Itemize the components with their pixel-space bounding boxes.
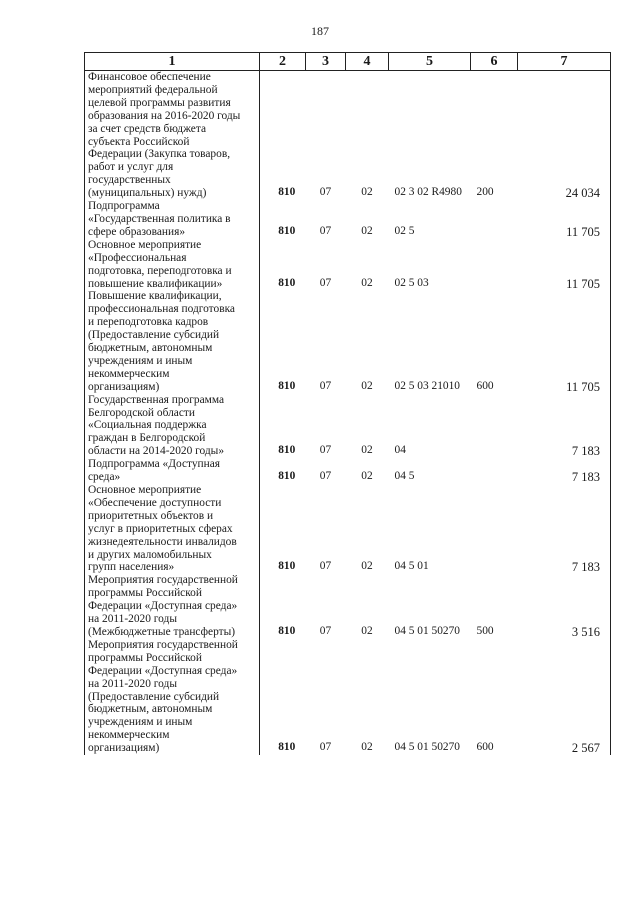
cell-subsection: 02 [361,470,373,483]
description-line: за счет средств бюджета [88,122,207,135]
description-line: (муниципальных) нужд) [88,187,207,200]
description-line: Основное мероприятие [88,238,202,251]
table-row [85,200,611,239]
cell-amount: 11 705 [518,290,611,393]
cell-target-article: 04 5 [394,470,415,483]
description-line: «Социальная поддержка [88,419,207,432]
header-row [85,53,611,71]
description-line: бюджетным, автономным [88,342,213,355]
row-description [85,458,260,484]
cell-expense-type [471,458,518,484]
description-line: «Обеспечение доступности [88,496,222,509]
cell-expense-type [471,394,518,459]
table-row [85,394,611,459]
page-number: 187 [311,24,329,38]
description-line: Финансовое обеспечение [88,71,211,83]
cell-expense-type: 500 [476,624,494,637]
description-line: Повышение квалификации, [88,290,222,303]
cell-ministry-code: 810 [278,186,296,199]
cell-subsection: 02 [361,560,373,573]
cell-section: 07 [319,741,332,754]
cell-target-article: 04 [394,444,406,457]
column-header: 3 [306,53,346,71]
cell-amount: 11 705 [518,200,611,239]
description-line: приоритетных объектов и [88,509,214,522]
description-line: субъекта Российской [88,135,190,148]
description-line: Мероприятия государственной [88,638,238,651]
description-line: Мероприятия государственной [88,574,238,587]
cell-ministry-code: 810 [278,741,296,754]
description-line: области на 2014-2020 годы» [88,445,225,458]
column-header: 2 [260,53,306,71]
cell-amount: 2 567 [518,639,611,755]
description-line: учреждениям и иным [88,716,193,729]
cell-amount: 3 516 [518,574,611,639]
row-description [85,239,260,291]
row-description [85,574,260,639]
cell-ministry-code: 810 [278,276,296,289]
table-row [85,239,611,291]
row-description [85,394,260,459]
cell-target-article: 02 5 03 21010 [394,379,460,392]
cell-ministry-code: 810 [278,379,296,392]
cell-subsection: 02 [361,224,373,237]
cell-ministry-code: 810 [278,560,296,573]
description-line: Государственная программа [88,393,225,406]
description-line: (Предоставление субсидий [88,690,220,703]
description-line: на 2011-2020 годы [88,677,177,690]
column-header: 5 [389,53,471,71]
row-description [85,639,260,755]
cell-ministry-code: 810 [278,224,296,237]
description-line: Федерации «Доступная среда» [88,664,238,677]
table-row [85,639,611,755]
row-description [85,71,260,201]
description-line: на 2011-2020 годы [88,613,177,626]
cell-section: 07 [319,624,332,637]
description-line: (Межбюджетные трансферты) [88,625,236,638]
description-line: программы Российской [88,651,202,664]
table-row [85,574,611,639]
row-description [85,200,260,239]
description-line: мероприятий федеральной [88,83,218,96]
description-line: организациям) [88,742,160,755]
cell-target-article: 04 5 01 [394,560,429,573]
description-line: Белгородской области [88,406,195,419]
description-line: «Профессиональная [88,251,187,264]
description-line: жизнедеятельности инвалидов [88,535,237,548]
table-row [85,484,611,574]
row-description [85,290,260,393]
description-line: бюджетным, автономным [88,703,213,716]
cell-target-article: 02 5 03 [394,276,429,289]
cell-section: 07 [319,444,332,457]
table-row [85,458,611,484]
cell-section: 07 [319,560,332,573]
cell-target-article: 04 5 01 50270 [394,741,460,754]
cell-expense-type: 600 [476,741,494,754]
description-line: (Предоставление субсидий [88,329,220,342]
description-line: некоммерческим [88,367,170,380]
cell-amount: 7 183 [518,484,611,574]
cell-section: 07 [319,186,332,199]
description-line: организациям) [88,380,160,393]
cell-subsection: 02 [361,276,373,289]
table-row [85,290,611,393]
cell-target-article: 02 3 02 R4980 [394,186,462,199]
description-line: «Государственная политика в [88,212,231,225]
description-line: и переподготовка кадров [88,316,209,329]
column-header: 4 [346,53,389,71]
cell-subsection: 02 [361,186,373,199]
cell-ministry-code: 810 [278,624,296,637]
column-header: 6 [471,53,518,71]
cell-amount: 7 183 [518,394,611,459]
cell-subsection: 02 [361,741,373,754]
cell-subsection: 02 [361,624,373,637]
cell-expense-type [471,200,518,239]
description-line: Федерации (Закупка товаров, [88,148,231,161]
cell-expense-type: 600 [476,379,494,392]
description-line: некоммерческим [88,729,170,742]
description-line: повышение квалификации» [88,277,223,290]
description-line: работ и услуг для [88,161,174,174]
cell-amount: 7 183 [518,458,611,484]
description-line: сфере образования» [88,225,186,238]
cell-target-article: 02 5 [394,224,415,237]
description-line: услуг в приоритетных сферах [88,522,233,535]
cell-target-article: 04 5 01 50270 [394,624,460,637]
description-line: Подпрограмма «Доступная [88,458,221,471]
cell-amount: 24 034 [518,71,611,201]
description-line: учреждениям и иным [88,354,193,367]
cell-section: 07 [319,470,332,483]
cell-ministry-code: 810 [278,470,296,483]
description-line: групп населения» [88,561,175,574]
cell-expense-type [471,239,518,291]
description-line: профессиональная подготовка [88,303,235,316]
column-header: 1 [85,53,260,71]
description-line: Федерации «Доступная среда» [88,600,238,613]
description-line: целевой программы развития [88,96,231,109]
description-line: среда» [88,471,121,484]
description-line: образования на 2016-2020 годы [88,109,241,122]
cell-amount: 11 705 [518,239,611,291]
description-line: государственных [88,174,171,187]
description-line: граждан в Белгородской [88,432,206,445]
cell-section: 07 [319,224,332,237]
cell-section: 07 [319,379,332,392]
description-line: программы Российской [88,587,202,600]
column-header: 7 [518,53,611,71]
description-line: и других маломобильных [88,548,212,561]
cell-subsection: 02 [361,444,373,457]
cell-ministry-code: 810 [278,444,296,457]
cell-section: 07 [319,276,332,289]
description-line: Подпрограмма [88,200,160,213]
description-line: Основное мероприятие [88,484,202,496]
cell-expense-type: 200 [476,186,494,199]
cell-subsection: 02 [361,379,373,392]
description-line: подготовка, переподготовка и [88,264,232,277]
cell-expense-type [471,484,518,574]
table-row [85,71,611,201]
row-description [85,484,260,574]
budget-table [84,52,611,755]
